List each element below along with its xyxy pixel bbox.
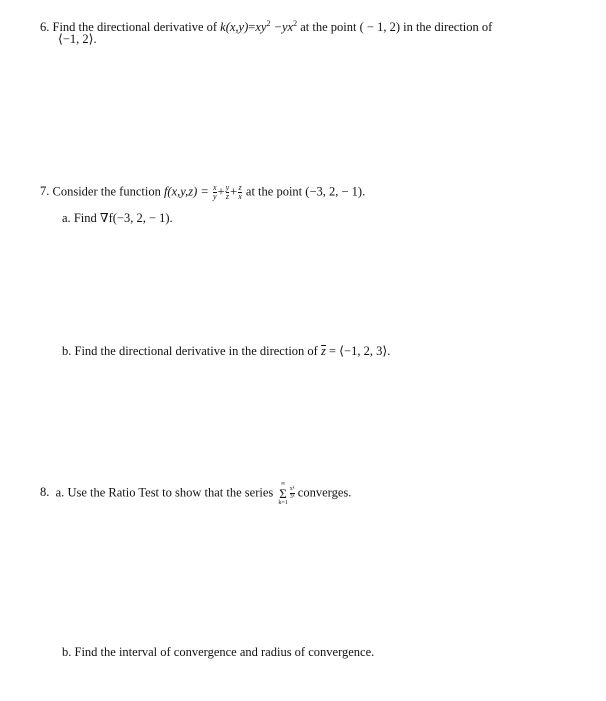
problem-7a-label: a. (62, 211, 71, 225)
frac-2-bot: z (225, 192, 229, 201)
frac-1-bot: y (212, 192, 217, 201)
frac-3-top: z (238, 183, 242, 192)
problem-6-line-2 (58, 32, 97, 46)
problem-7-func-name: f(x,y,z) = (163, 184, 209, 199)
problem-8a-line (40, 481, 351, 506)
summation-symbol (278, 481, 287, 506)
sigma-icon: Σ (279, 486, 287, 501)
problem-6-text: Find the directional derivative of (52, 20, 218, 35)
problem-7b-label: b. (62, 344, 72, 358)
problem-7-frac-1 (213, 184, 217, 201)
problem-8b-line (62, 645, 374, 659)
problem-7-point: (−3, 2, − 1). (305, 184, 366, 199)
problem-7a-line (62, 211, 173, 225)
problem-7-frac-3 (238, 184, 242, 201)
problem-7b-vector: z (320, 344, 326, 358)
problem-8-number: 8. (40, 485, 50, 500)
problem-7-number: 7. (40, 184, 50, 199)
problem-8a-label: a. (55, 485, 65, 500)
sum-term-bot: 3ᵏ (289, 494, 295, 500)
problem-7b-line (62, 344, 390, 358)
problem-7-text: Consider the function (52, 184, 161, 199)
summation-term (290, 486, 295, 501)
sum-upper-limit: ∞ (280, 481, 286, 487)
problem-7-line-1 (40, 184, 365, 201)
problem-6-mid: at the point (300, 20, 357, 35)
problem-8b-label: b. (62, 645, 72, 659)
problem-6-tail: in the direction of (403, 20, 493, 35)
problem-6-exp-1: 2 (266, 19, 271, 28)
sum-lower-limit: k=1 (278, 500, 288, 506)
problem-6-direction: ⟨−1, 2⟩. (58, 32, 97, 46)
problem-7b-text-pre: Find the directional derivative in the direction of (74, 344, 318, 358)
problem-6-point: ( − 1, 2) (359, 20, 400, 35)
problem-8b-text: Find the interval of convergence and radius of convergence. (74, 645, 375, 659)
problem-8a-text-post: converges. (297, 485, 352, 500)
problem-6-func-eq: = (248, 20, 256, 35)
problem-7-frac-2 (226, 184, 230, 201)
problem-6-number: 6. (40, 20, 50, 35)
problem-6-line-1 (40, 17, 492, 34)
sum-term-top: xᵏ (289, 486, 295, 492)
problem-8a-text-pre: Use the Ratio Test to show that the series (67, 485, 274, 500)
frac-3-bot: x (238, 192, 242, 201)
plus-1: + (217, 184, 225, 199)
problem-6-term-1: xy (255, 20, 267, 35)
frac-1-top: x (212, 183, 217, 192)
problem-6-func-name: k(x,y) (220, 20, 249, 35)
problem-7-mid: at the point (245, 184, 303, 199)
problem-7b-text-post: = ⟨−1, 2, 3⟩. (328, 344, 391, 358)
frac-2-top: y (225, 183, 230, 192)
problem-6-term-2: −yx (273, 20, 294, 35)
problem-6-exp-2: 2 (293, 19, 298, 28)
plus-2: + (230, 184, 238, 199)
problem-7a-text: Find ∇f(−3, 2, − 1). (73, 211, 173, 225)
